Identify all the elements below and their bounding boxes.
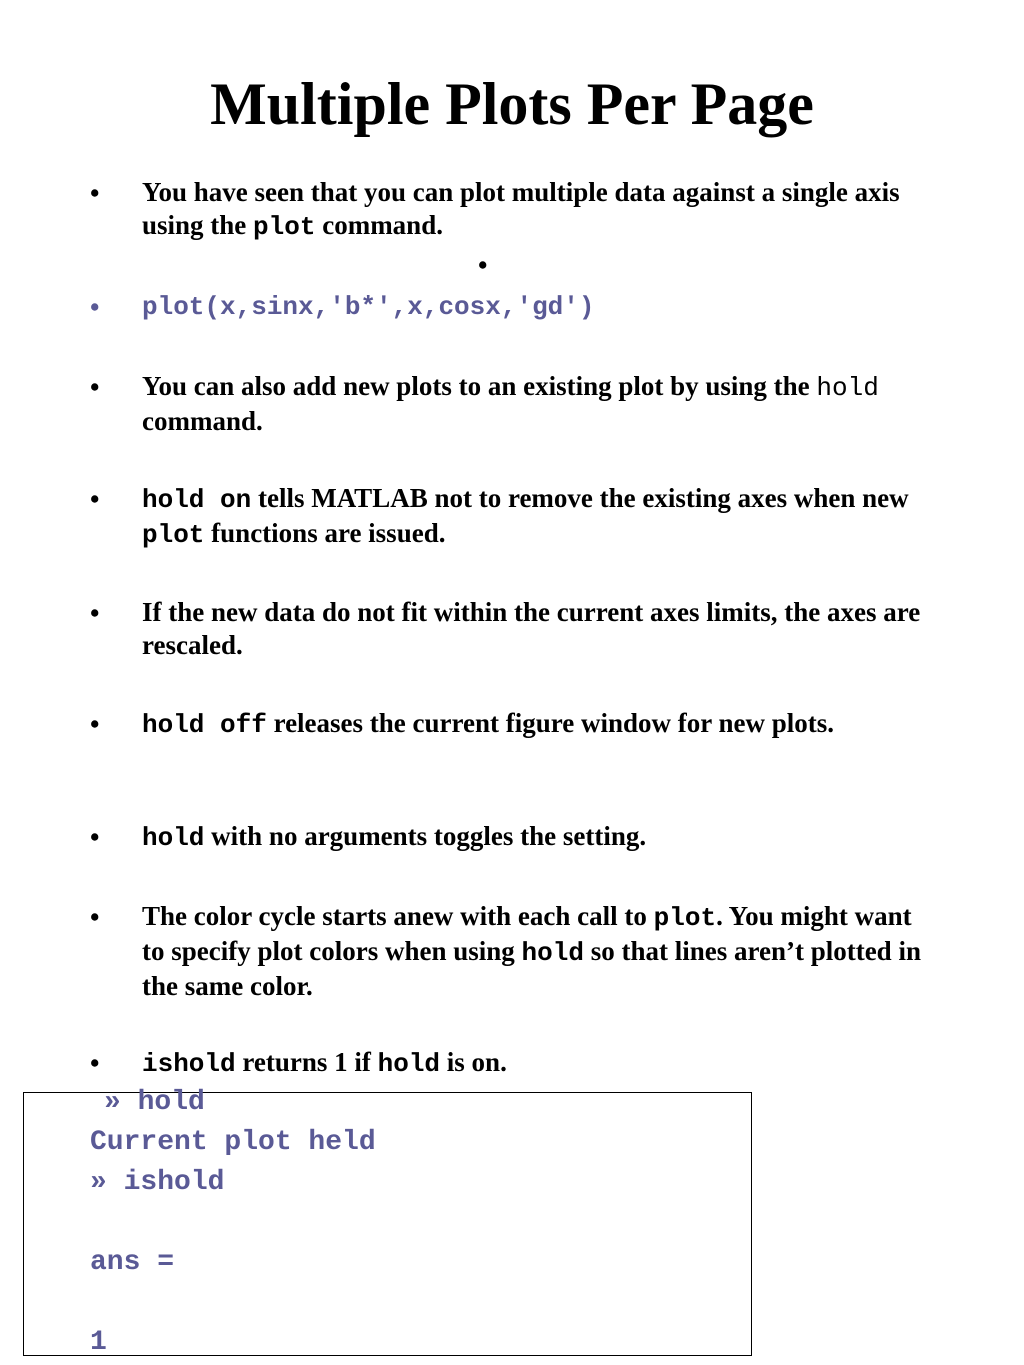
empty-bullet-marker: • (478, 250, 488, 280)
bullet-text-rescale: If the new data do not fit within the current axes limits, the axes are rescaled. (142, 597, 921, 660)
code-hold: hold (377, 1049, 441, 1079)
bullet-text-hold-command: You can also add new plots to an existing plot by using the hold command. (142, 371, 879, 436)
bullet-text-ishold: ishold returns 1 if hold is on. (142, 1047, 507, 1079)
code-plot: plot (653, 903, 717, 933)
code-hold-on: hold on (142, 485, 252, 515)
bullet-marker: • (90, 598, 100, 628)
bullet-marker: • (90, 372, 100, 402)
bullet-marker: • (90, 1048, 100, 1078)
code-line: » hold (104, 1087, 205, 1118)
bullet-text-hold-toggle: hold with no arguments toggles the setting. (142, 821, 647, 853)
bullet-text-hold-off: hold off releases the current figure window for new plots. (142, 708, 835, 740)
code-plot-example: plot(x,sinx,'b*',x,cosx,'gd') (142, 292, 595, 322)
code-line: Current plot held (90, 1127, 376, 1158)
bullet-marker: • (90, 292, 100, 322)
bullet-marker: • (90, 822, 100, 852)
bullet-code-example (142, 289, 922, 324)
code-line: ans = (90, 1247, 175, 1278)
bullet-marker: • (90, 902, 100, 932)
page-title: Multiple Plots Per Page (210, 71, 814, 137)
code-plot: plot (142, 520, 205, 550)
bullet-marker: • (90, 178, 100, 208)
bullet-text-hold-on: hold on tells MATLAB not to remove the existing axes when new plot functions are issued. (142, 483, 909, 550)
bullet-marker: • (90, 484, 100, 514)
bullet-text-color-cycle: The color cycle starts anew with each call to plot. You might want to specify plot colors when using hold so that lines aren’t plotted in the same color. (142, 901, 921, 1001)
bullet-text-plot-multiple: You have seen that you can plot multiple data against a single axis using the plot command. (142, 177, 900, 242)
code-hold: hold (142, 823, 205, 853)
code-line: » ishold (90, 1167, 225, 1198)
code-line: 1 (90, 1327, 107, 1358)
code-ishold: ishold (142, 1049, 236, 1079)
code-plot: plot (253, 212, 316, 242)
code-hold: hold (816, 373, 879, 403)
bullet-marker: • (90, 709, 100, 739)
code-hold: hold (521, 938, 584, 968)
code-hold-off: hold off (142, 710, 267, 740)
